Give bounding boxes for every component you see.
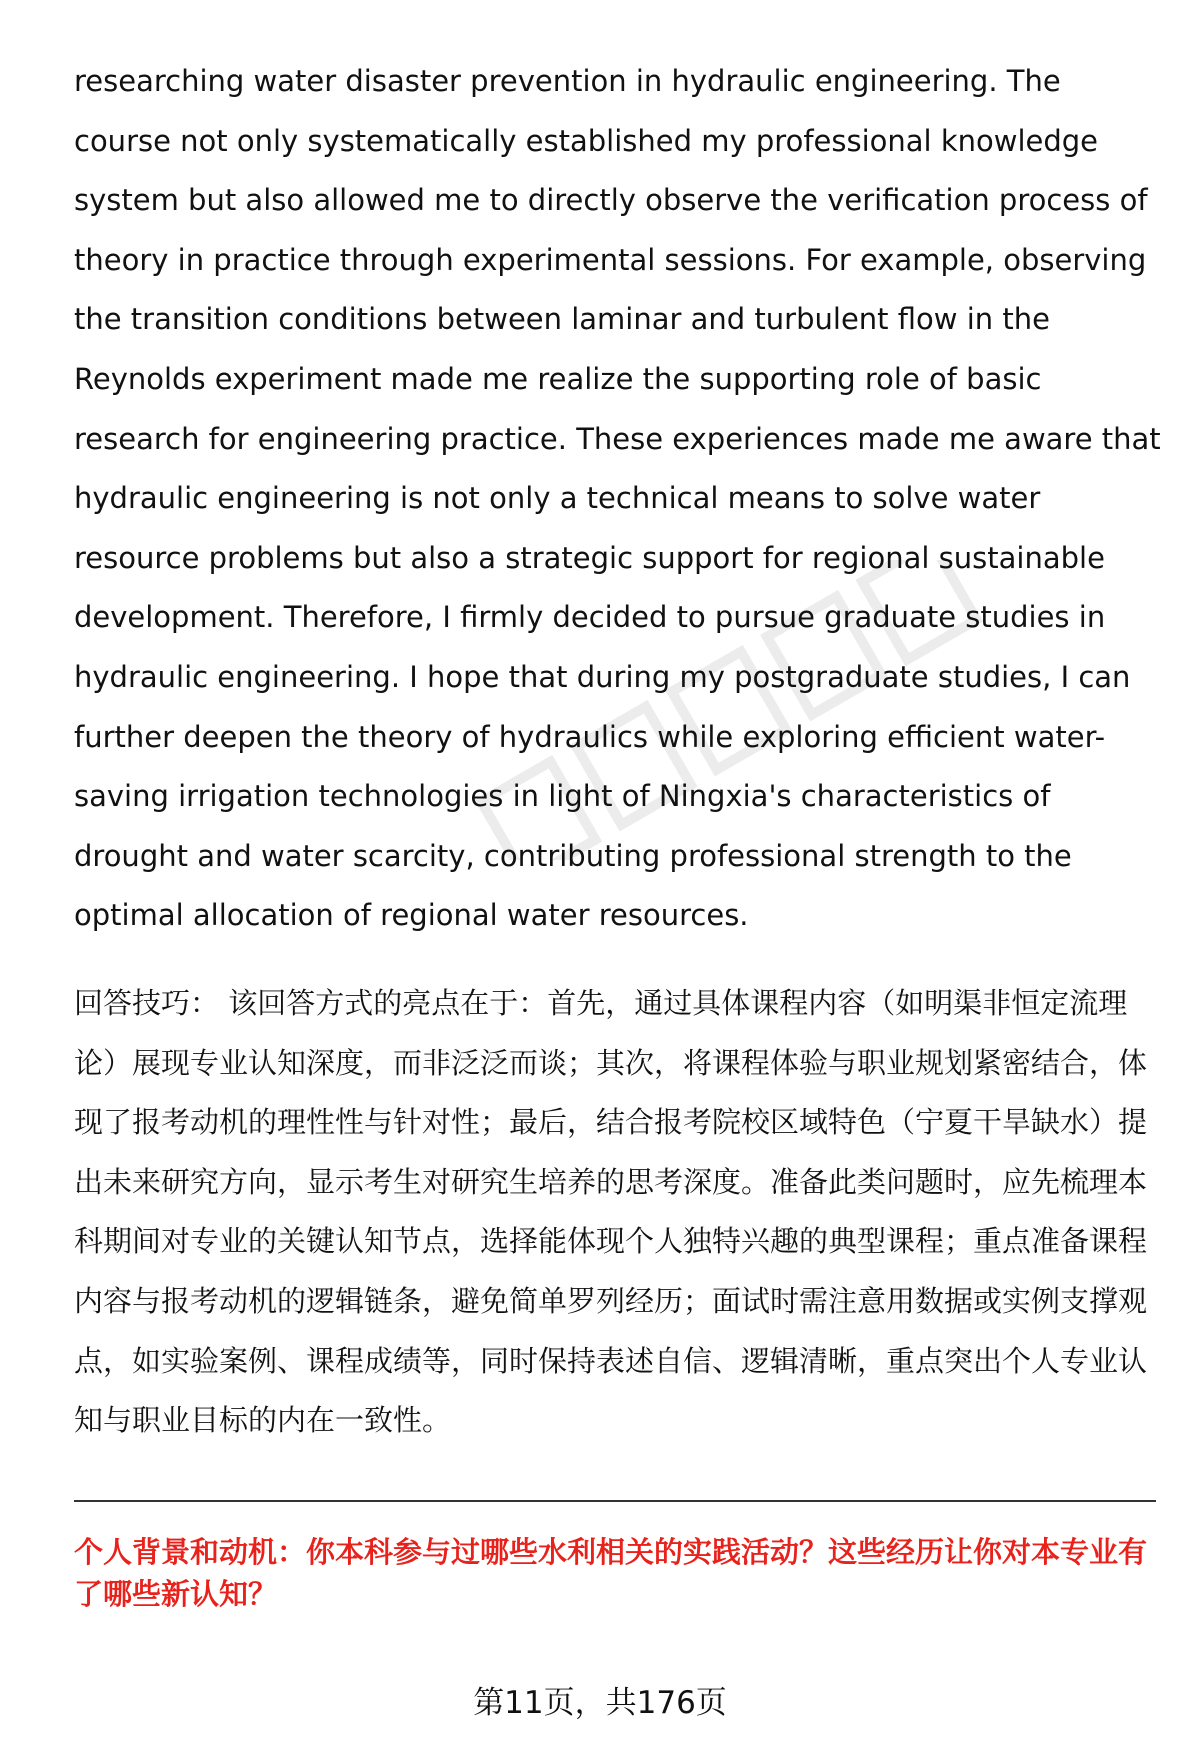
section-divider (74, 1500, 1156, 1502)
page-number-footer: 第11页，共176页 (473, 1685, 727, 1721)
next-question-heading: 个人背景和动机：你本科参与过哪些水利相关的实践活动？这些经历让你对本专业有了哪些新认知？ (74, 1535, 1148, 1611)
tips-label: 回答技巧： (74, 986, 220, 1020)
answer-paragraph: researching water disaster prevention in hydraulic engineering. The course not only systematically established my professional knowledge system but also allowed me to directly observe the verification process of theory in practice through experimental sessions. For example, observing the transition conditions between laminar and turbulent flow in the Reynolds experiment made me realize the supporting role of basic research for engineering practice. These experiences made me aware that hydraulic engineering is not only a technical means to solve water resource problems but also a strategic support for regional sustainable development. Therefore, I firmly decided to pursue graduate studies in hydraulic engineering. I hope that during my postgraduate studies, I can further deepen the theory of hydraulics while exploring efficient water-saving irrigation technologies in light of Ningxia's characteristics of drought and water scarcity, contributing professional strength to the optimal allocation of regional water resources. (74, 64, 1161, 933)
answer-tips-paragraph (74, 974, 1164, 1451)
tips-text: 该回答方式的亮点在于：首先，通过具体课程内容（如明渠非恒定流理论）展现专业认知深度，而非泛泛而谈；其次，将课程体验与职业规划紧密结合，体现了报考动机的理性性与针对性；最后，结合报考院校区域特色（宁夏干旱缺水）提出未来研究方向，显示考生对研究生培养的思考深度。准备此类问题时，应先梳理本科期间对专业的关键认知节点，选择能体现个人独特兴趣的典型课程；重点准备课程内容与报考动机的逻辑链条，避免简单罗列经历；面试时需注意用数据或实例支撑观点，如实验案例、课程成绩等，同时保持表述自信、逻辑清晰，重点突出个人专业认知与职业目标的内在一致性。 (74, 986, 1148, 1438)
